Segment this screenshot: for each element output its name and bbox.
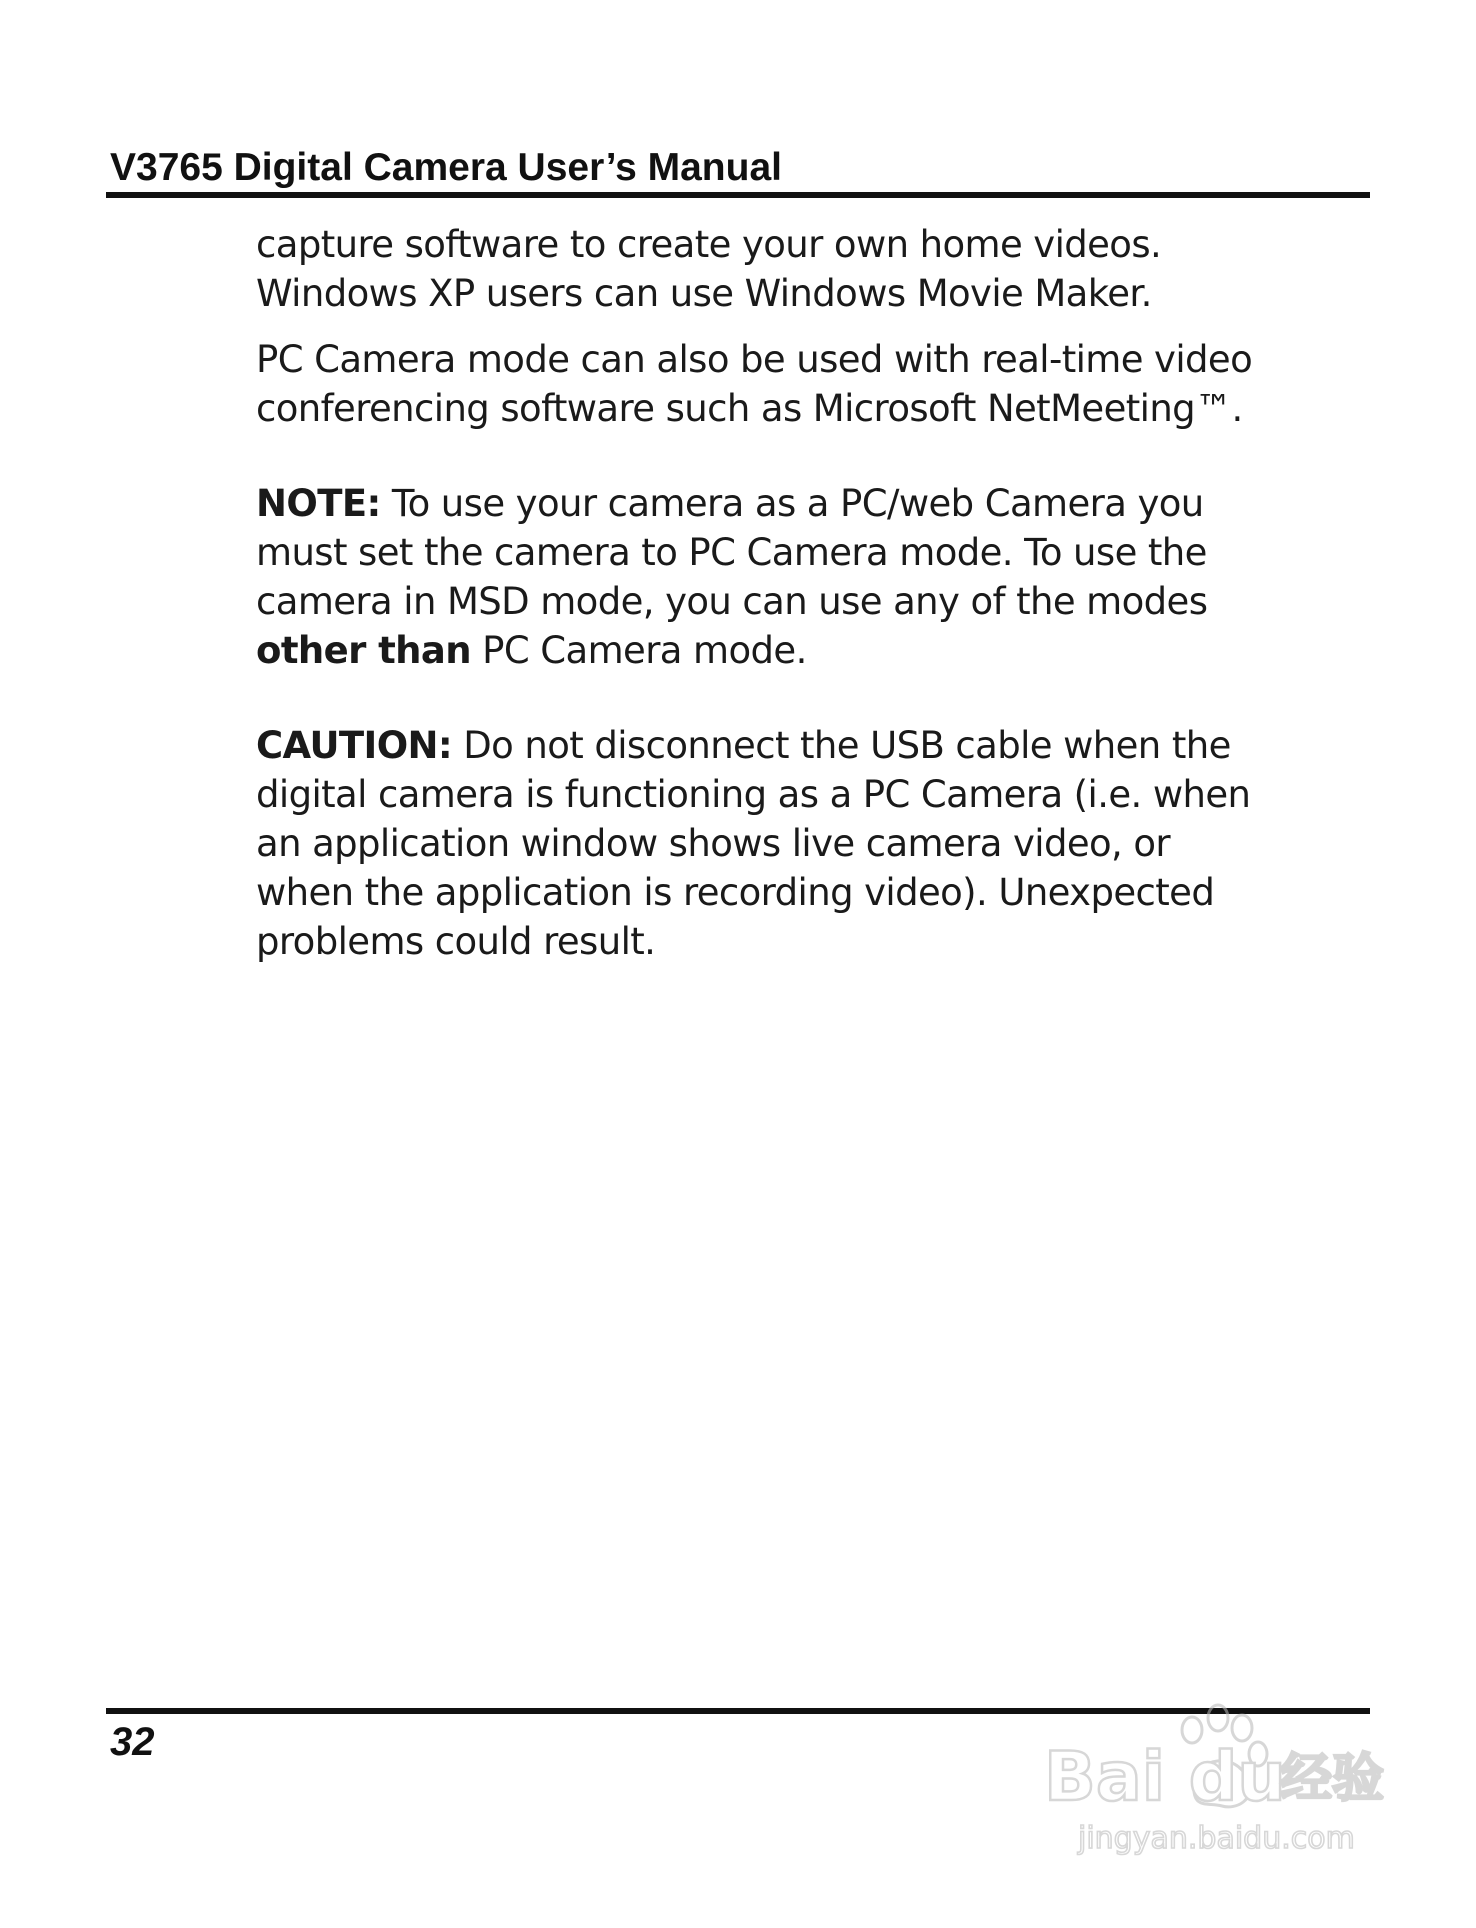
page-number: 32	[110, 1720, 155, 1764]
body-text	[256, 220, 1396, 966]
note-paragraph	[256, 479, 1396, 675]
emphasis-text: other than	[256, 629, 472, 672]
text-line: conferencing software such as Microsoft NetMeeting™.	[256, 387, 1243, 430]
text-line: camera in MSD mode, you can use any of the modes	[256, 580, 1208, 623]
watermark-brand-text: Bai du	[1044, 1738, 1286, 1817]
watermark-cn-text: 经验	[1280, 1749, 1385, 1809]
text-line: Windows XP users can use Windows Movie Maker.	[256, 272, 1152, 315]
text-line: To use your camera as a PC/web Camera you	[380, 482, 1204, 525]
text-line: capture software to create your own home videos.	[256, 223, 1162, 266]
text-line: PC Camera mode can also be used with real-time video	[256, 338, 1253, 381]
text-line: must set the camera to PC Camera mode. To use the	[256, 531, 1207, 574]
caution-label: CAUTION:	[256, 724, 453, 767]
paragraph-pc-camera-conferencing	[256, 335, 1396, 433]
header-rule	[106, 192, 1370, 198]
text-line: problems could result.	[256, 920, 656, 963]
text-line: an application window shows live camera video, or	[256, 822, 1171, 865]
paragraph-capture-software	[256, 220, 1396, 318]
page-header-title: V3765 Digital Camera User’s Manual	[110, 146, 782, 189]
text-line: when the application is recording video). Unexpected	[256, 871, 1215, 914]
text-line: Do not disconnect the USB cable when the	[452, 724, 1231, 767]
text-line: PC Camera mode.	[471, 629, 807, 672]
text-line: digital camera is functioning as a PC Camera (i.e. when	[256, 773, 1251, 816]
caution-paragraph	[256, 721, 1396, 966]
watermark-url-text: jingyan.baidu.com	[1078, 1821, 1355, 1856]
note-label: NOTE:	[256, 482, 381, 525]
baidu-watermark-logo	[1036, 1688, 1396, 1888]
